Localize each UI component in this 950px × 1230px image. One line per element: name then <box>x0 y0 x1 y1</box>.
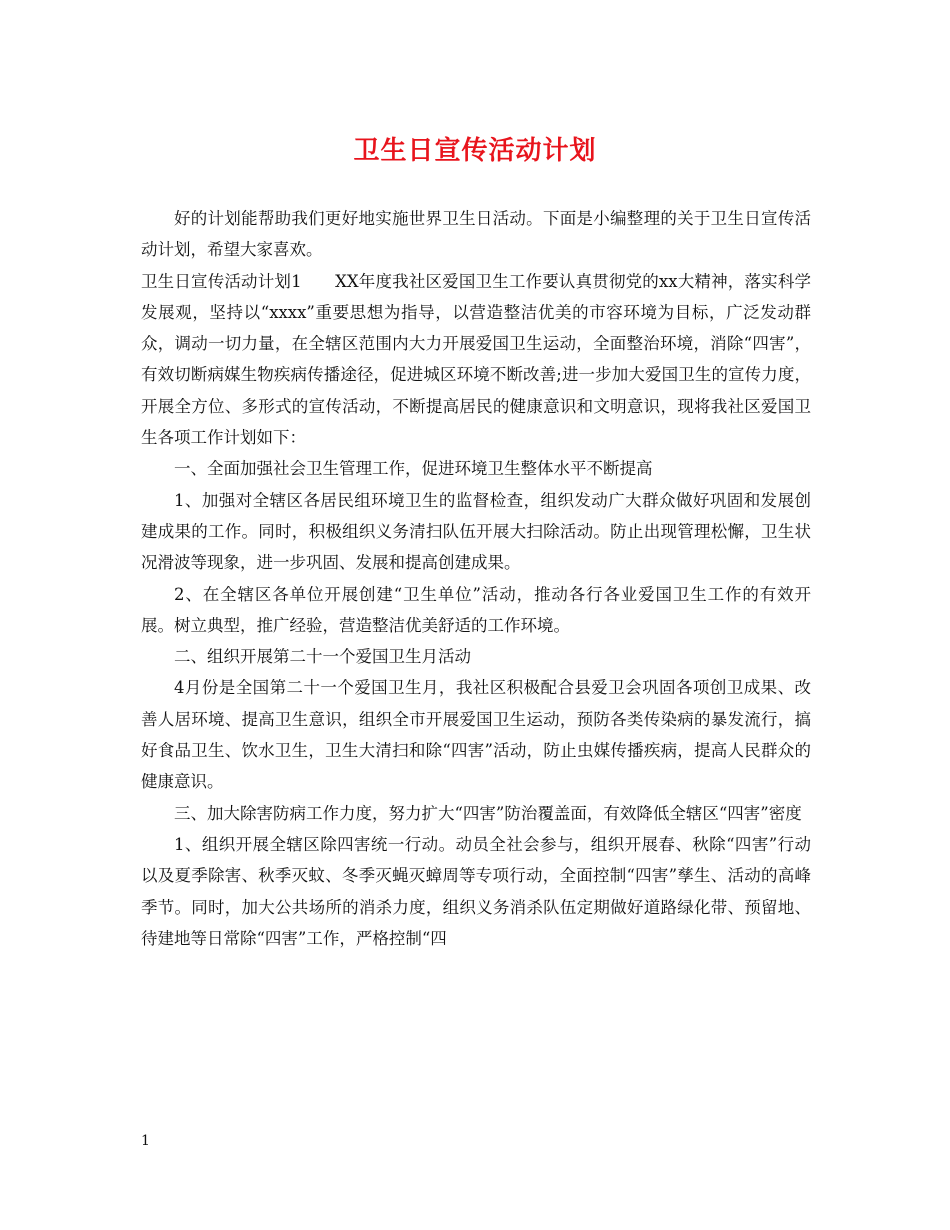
document-title: 卫生日宣传活动计划 <box>353 136 597 166</box>
paragraph-item-2: 4月份是全国第二十一个爱国卫生月，我社区积极配合县爱卫会巩固各项创卫成果、改善人居环境、提高卫生意识，组织全市开展爱国卫生运动，预防各类传染病的暴发流行，搞好食品卫生、饮水卫生，卫生大清扫和除“四害”活动，防止虫媒传播疾病，提高人民群众的健康意识。 <box>141 678 811 792</box>
section-heading-3: 三、加大除害防病工作力度，努力扩大“四害”防治覆盖面，有效降低全辖区“四害”密度 <box>174 803 802 823</box>
document-body <box>141 203 811 954</box>
paragraph-plan-overview: 卫生日宣传活动计划1 XX年度我社区爱国卫生工作要认真贯彻党的xx大精神，落实科学发展观，坚持以“xxxx”重要思想为指导，以营造整洁优美的市容环境为目标，广泛发动群众，调动一切力量，在全辖区范围内大力开展爱国卫生运动，全面整治环境，消除“四害”，有效切断病媒生物疾病传播途径，促进城区环境不断改善;进一步加大爱国卫生的宣传力度，开展全方位、多形式的宣传活动，不断提高居民的健康意识和文明意识，现将我社区爱国卫生各项工作计划如下： <box>141 271 811 448</box>
paragraph-intro: 好的计划能帮助我们更好地实施世界卫生日活动。下面是小编整理的关于卫生日宣传活动计划，希望大家喜欢。 <box>141 209 811 260</box>
paragraph-item-1-2: 2、在全辖区各单位开展创建“卫生单位”活动，推动各行各业爱国卫生工作的有效开展。树立典型，推广经验，营造整洁优美舒适的工作环境。 <box>141 584 811 635</box>
section-heading-1: 一、全面加强社会卫生管理工作，促进环境卫生整体水平不断提高 <box>174 459 653 479</box>
paragraph-item-3-1: 1、组织开展全辖区除四害统一行动。动员全社会参与，组织开展春、秋除“四害”行动以及夏季除害、秋季灭蚊、冬季灭蝇灭蟑周等专项行动，全面控制“四害”孳生、活动的高峰季节。同时，加大公共场所的消杀力度，组织义务消杀队伍定期做好道路绿化带、预留地、待建地等日常除“四害”工作，严格控制“四 <box>141 834 811 948</box>
section-heading-2: 二、组织开展第二十一个爱国卫生月活动 <box>174 647 471 667</box>
page-number: 1 <box>141 1133 150 1149</box>
paragraph-item-1-1: 1、加强对全辖区各居民组环境卫生的监督检查，组织发动广大群众做好巩固和发展创建成果的工作。同时，积极组织义务清扫队伍开展大扫除活动。防止出现管理松懈，卫生状况滑波等现象，进一步巩固、发展和提高创建成果。 <box>141 490 811 573</box>
